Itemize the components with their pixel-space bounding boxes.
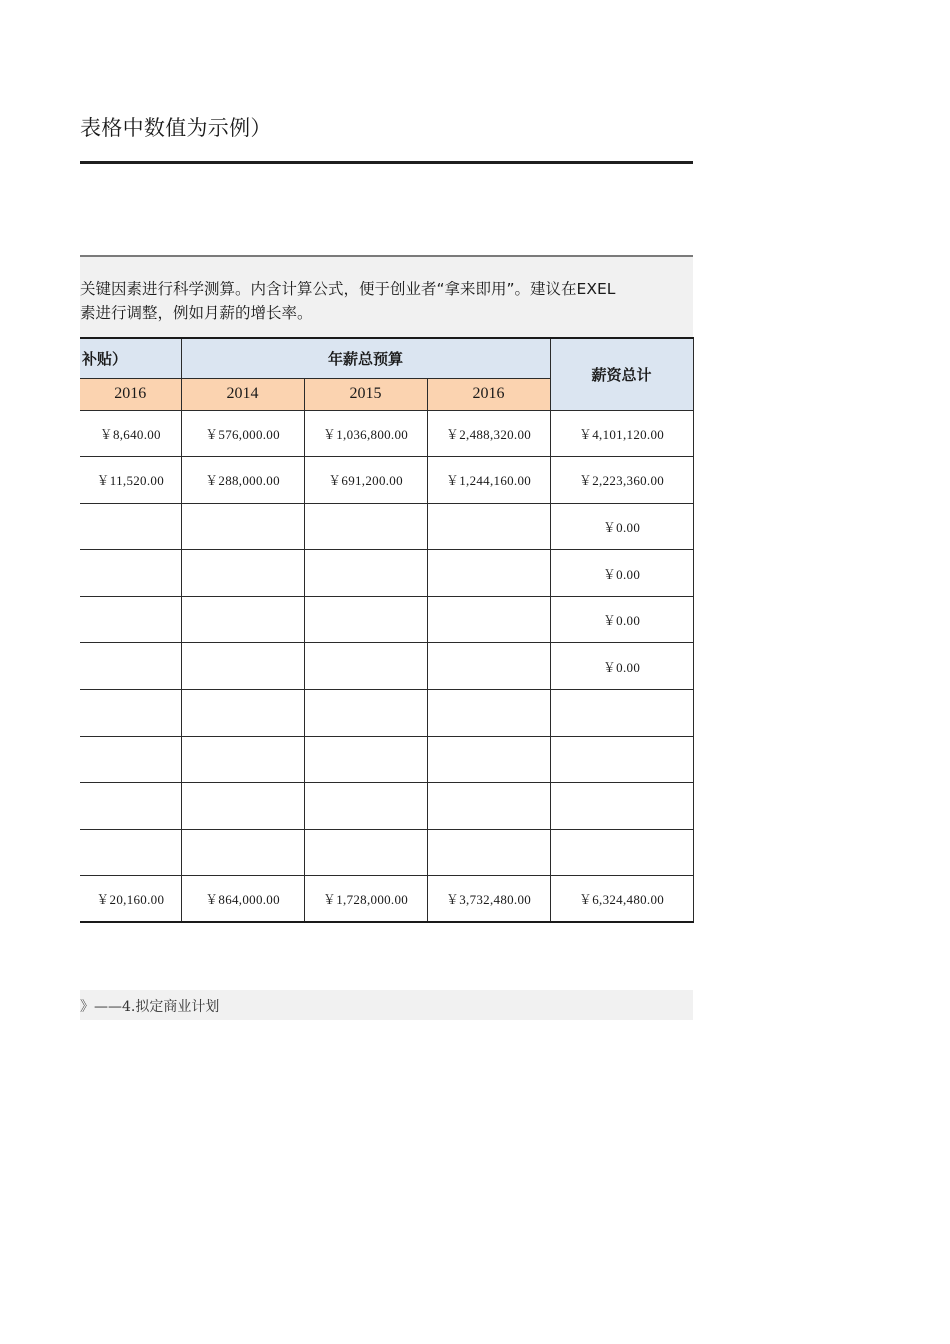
table-cell[interactable] — [427, 550, 550, 597]
table-cell[interactable]: ￥4,101,120.00 — [550, 410, 693, 457]
table-row — [80, 643, 693, 690]
table-cell[interactable] — [550, 736, 693, 783]
year-cell[interactable]: 2014 — [181, 378, 304, 410]
total-cell[interactable]: ￥6,324,480.00 — [550, 876, 693, 922]
table-cell[interactable] — [304, 783, 427, 830]
description-box — [80, 255, 693, 337]
table-cell[interactable] — [181, 829, 304, 876]
table-cell[interactable] — [80, 829, 181, 876]
table-cell[interactable] — [427, 736, 550, 783]
table-cell[interactable] — [304, 736, 427, 783]
year-cell[interactable]: 2016 — [80, 378, 181, 410]
description-line-2: 素进行调整，例如月薪的增长率。 — [80, 304, 313, 322]
table-cell[interactable] — [80, 690, 181, 737]
table-cell[interactable] — [304, 503, 427, 550]
table-cell[interactable] — [427, 503, 550, 550]
table-cell[interactable] — [80, 503, 181, 550]
table-row — [80, 783, 693, 830]
table-cell[interactable] — [304, 643, 427, 690]
header-salary-total[interactable]: 薪资总计 — [550, 338, 693, 410]
table-cell[interactable] — [427, 783, 550, 830]
table-cell[interactable]: ￥0.00 — [550, 550, 693, 597]
table-cell[interactable]: ￥1,036,800.00 — [304, 410, 427, 457]
description-line-1: 关键因素进行科学测算。内含计算公式，便于创业者“拿来即用”。建议在EXEL — [80, 280, 616, 298]
table-cell[interactable] — [427, 829, 550, 876]
table-cell[interactable] — [427, 643, 550, 690]
table-cell[interactable] — [304, 690, 427, 737]
table-cell[interactable]: ￥1,244,160.00 — [427, 457, 550, 504]
table-cell[interactable]: ￥288,000.00 — [181, 457, 304, 504]
table-row — [80, 503, 693, 550]
table-row — [80, 829, 693, 876]
year-cell[interactable]: 2016 — [427, 378, 550, 410]
table-cell[interactable]: ￥691,200.00 — [304, 457, 427, 504]
table-cell[interactable] — [181, 736, 304, 783]
total-cell[interactable]: ￥20,160.00 — [80, 876, 181, 922]
table-total-row — [80, 876, 693, 922]
table-cell[interactable] — [550, 690, 693, 737]
table-row — [80, 550, 693, 597]
total-cell[interactable]: ￥864,000.00 — [181, 876, 304, 922]
table-row — [80, 457, 693, 504]
header-annual-budget[interactable]: 年薪总预算 — [181, 338, 550, 378]
table-cell[interactable] — [181, 690, 304, 737]
table-cell[interactable] — [427, 596, 550, 643]
year-cell[interactable]: 2015 — [304, 378, 427, 410]
table-cell[interactable] — [80, 736, 181, 783]
table-body — [80, 410, 693, 876]
table-cell[interactable]: ￥576,000.00 — [181, 410, 304, 457]
footer-bar — [80, 990, 693, 1020]
table-cell[interactable]: ￥0.00 — [550, 503, 693, 550]
table-cell[interactable] — [304, 829, 427, 876]
sheet-title: 表格中数值为示例） — [80, 116, 272, 140]
salary-budget-table — [80, 337, 694, 923]
table-cell[interactable]: ￥8,640.00 — [80, 410, 181, 457]
table-cell[interactable] — [181, 783, 304, 830]
table-cell[interactable] — [181, 503, 304, 550]
table-cell[interactable] — [550, 829, 693, 876]
footer-text: 》——4.拟定商业计划 — [80, 999, 220, 1015]
total-cell[interactable]: ￥1,728,000.00 — [304, 876, 427, 922]
table-cell[interactable] — [80, 596, 181, 643]
table-cell[interactable] — [80, 783, 181, 830]
table-cell[interactable]: ￥0.00 — [550, 596, 693, 643]
table-cell[interactable]: ￥11,520.00 — [80, 457, 181, 504]
table-cell[interactable] — [304, 596, 427, 643]
table-row — [80, 736, 693, 783]
table-cell[interactable]: ￥2,223,360.00 — [550, 457, 693, 504]
total-cell[interactable]: ￥3,732,480.00 — [427, 876, 550, 922]
table-cell[interactable] — [427, 690, 550, 737]
table-row — [80, 690, 693, 737]
header-allowance-label[interactable]: 补贴） — [80, 338, 181, 378]
title-divider — [80, 161, 693, 164]
table-row — [80, 410, 693, 457]
table-cell[interactable] — [80, 643, 181, 690]
table-row — [80, 596, 693, 643]
table-cell[interactable] — [181, 643, 304, 690]
table-cell[interactable] — [80, 550, 181, 597]
table-cell[interactable]: ￥0.00 — [550, 643, 693, 690]
table-cell[interactable] — [181, 596, 304, 643]
table-cell[interactable] — [181, 550, 304, 597]
table-cell[interactable] — [304, 550, 427, 597]
table-cell[interactable]: ￥2,488,320.00 — [427, 410, 550, 457]
table-cell[interactable] — [550, 783, 693, 830]
